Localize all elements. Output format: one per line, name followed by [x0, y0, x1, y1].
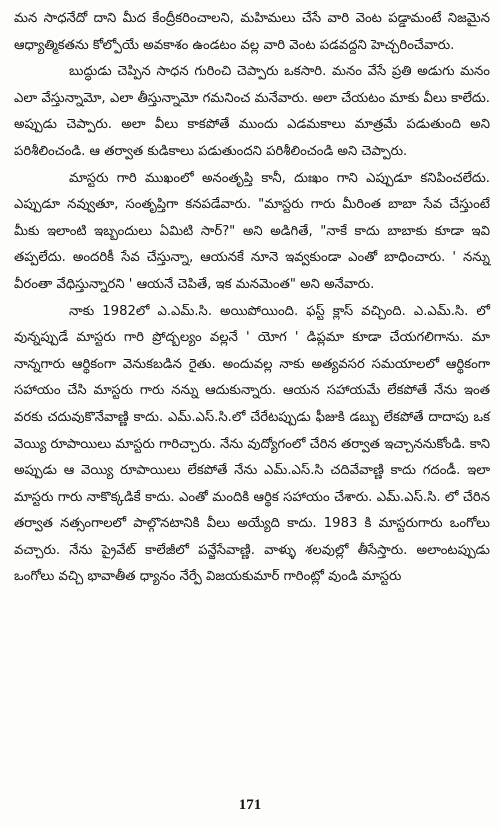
paragraph-1: మన సాధనేదో దాని మీద కేంద్రీకరించాలని, మహిమలు చేసే వారి వెంట పడ్డామంటే నిజమైన ఆధ్యాత్మికతను కోల్పోయే అవకాశం ఉండటం వల్ల వారి వెంట పడవద్దని హెచ్చరించేవారు. — [14, 11, 490, 53]
paragraph-3: మాస్టరు గారి ముఖంలో అనంతృప్తి కానీ, దుఃఖం గాని ఎప్పుడూ కనిపించలేదు. ఎప్పుడూ నవ్వుతూ, సంతృప్తిగా కనపడేవారు. "మాస్టరు గారు మీరింత బాబా సేవ చేస్తుంటే మీకు ఇలాంటి ఇబ్బందులు ఏమిటి సార్?" అని అడిగితే, "నాకే కాదు బాబాకు కూడా ఇవి తప్పలేదు. అందరికీ సేవ చేస్తున్నా, ఆయనకే నూనె ఇవ్వకుండా ఎంతో బాధించారు. ' నన్ను వీరంతా వేధిస్తున్నారని ' ఆయనే చెపితే, ఇక మనమెంత" అని అనేవారు. — [14, 170, 490, 292]
page-body-text — [14, 6, 490, 591]
page-number: 171 — [238, 797, 262, 813]
paragraph-2: బుద్ధుడు చెప్పిన సాధన గురించి చెప్పారు ఒకసారి. మనం వేసే ప్రతి అడుగు మనం ఎలా వేస్తున్నామో, ఎలా తీస్తున్నామో గమనించ మనేవారు. అలా చేయటం మాకు వీలు కాలేదు. అప్పుడు చెప్పారు. అలా వీలు కాకపోతే ముందు ఎడమకాలు మాత్రమే పడుతుంది అని పరిశీలించండి. ఆ తర్వాత కుడికాలు పడుతుందని పరిశీలించండి అని చెప్పారు. — [14, 64, 490, 159]
paragraph-4: నాకు 1982లో ఎ.ఎమ్.సి. అయిపోయింది. ఫస్ట్ క్లాస్ వచ్చింది. ఎ.ఎమ్.సి. లో వున్నప్పుడే మాస్టరు గారి ప్రోద్బల్యం వల్లనే ' యోగ ' డిప్లమా కూడా చేయగలిగాను. మా నాన్నగారు ఆర్థికంగా వెనుకబడిన రైతు. అందువల్ల నాకు అత్యవసర సమయాలలో ఆర్థికంగా సహాయం చేసి మాస్టరు గారు నన్ను ఆదుకున్నారు. ఆయన సహాయమే లేకపోతే నేను ఇంత వరకు చదువుకొనేవాణ్ణి కాదు. ఎమ్.ఎస్.సి.లో చేరేటప్పుడు ఫీజుకి డబ్బు లేకపోతే దాదాపు ఒక వెయ్యి రూపాయిలు మాస్టరు గారిచ్చారు. నేను వుద్యోగంలో చేరిన తర్వాత ఇచ్చాననుకోండి. కాని అప్పుడు ఆ వెయ్యి రూపాయిలు లేకపోతే నేను ఎమ్.ఎస్.సి చదివేవాణ్ణి కాదు గదండీ. ఇలా మాస్టరు గారు నాకొక్కడికే కాదు. ఎంతో మందికి ఆర్థిక సహాయం చేశారు. ఎమ్.ఎస్.సి. లో చేరిన తర్వాత నత్సంగాలలో పాల్గొనటానికి వీలు అయ్యేది కాదు. 1983 కి మాస్టరుగారు ఒంగోలు వచ్చారు. నేను ప్రైవేట్ కాలేజీలో పన్జేసేవాణ్ణి. వాళ్ళు శలవుల్లో తీసేస్తారు. అలాంటప్పుడు ఒంగోలు వచ్చి భావాతీత ధ్యానం నేర్పే విజయకుమార్ గారింట్లో వుండి మాస్టరు — [14, 303, 490, 585]
